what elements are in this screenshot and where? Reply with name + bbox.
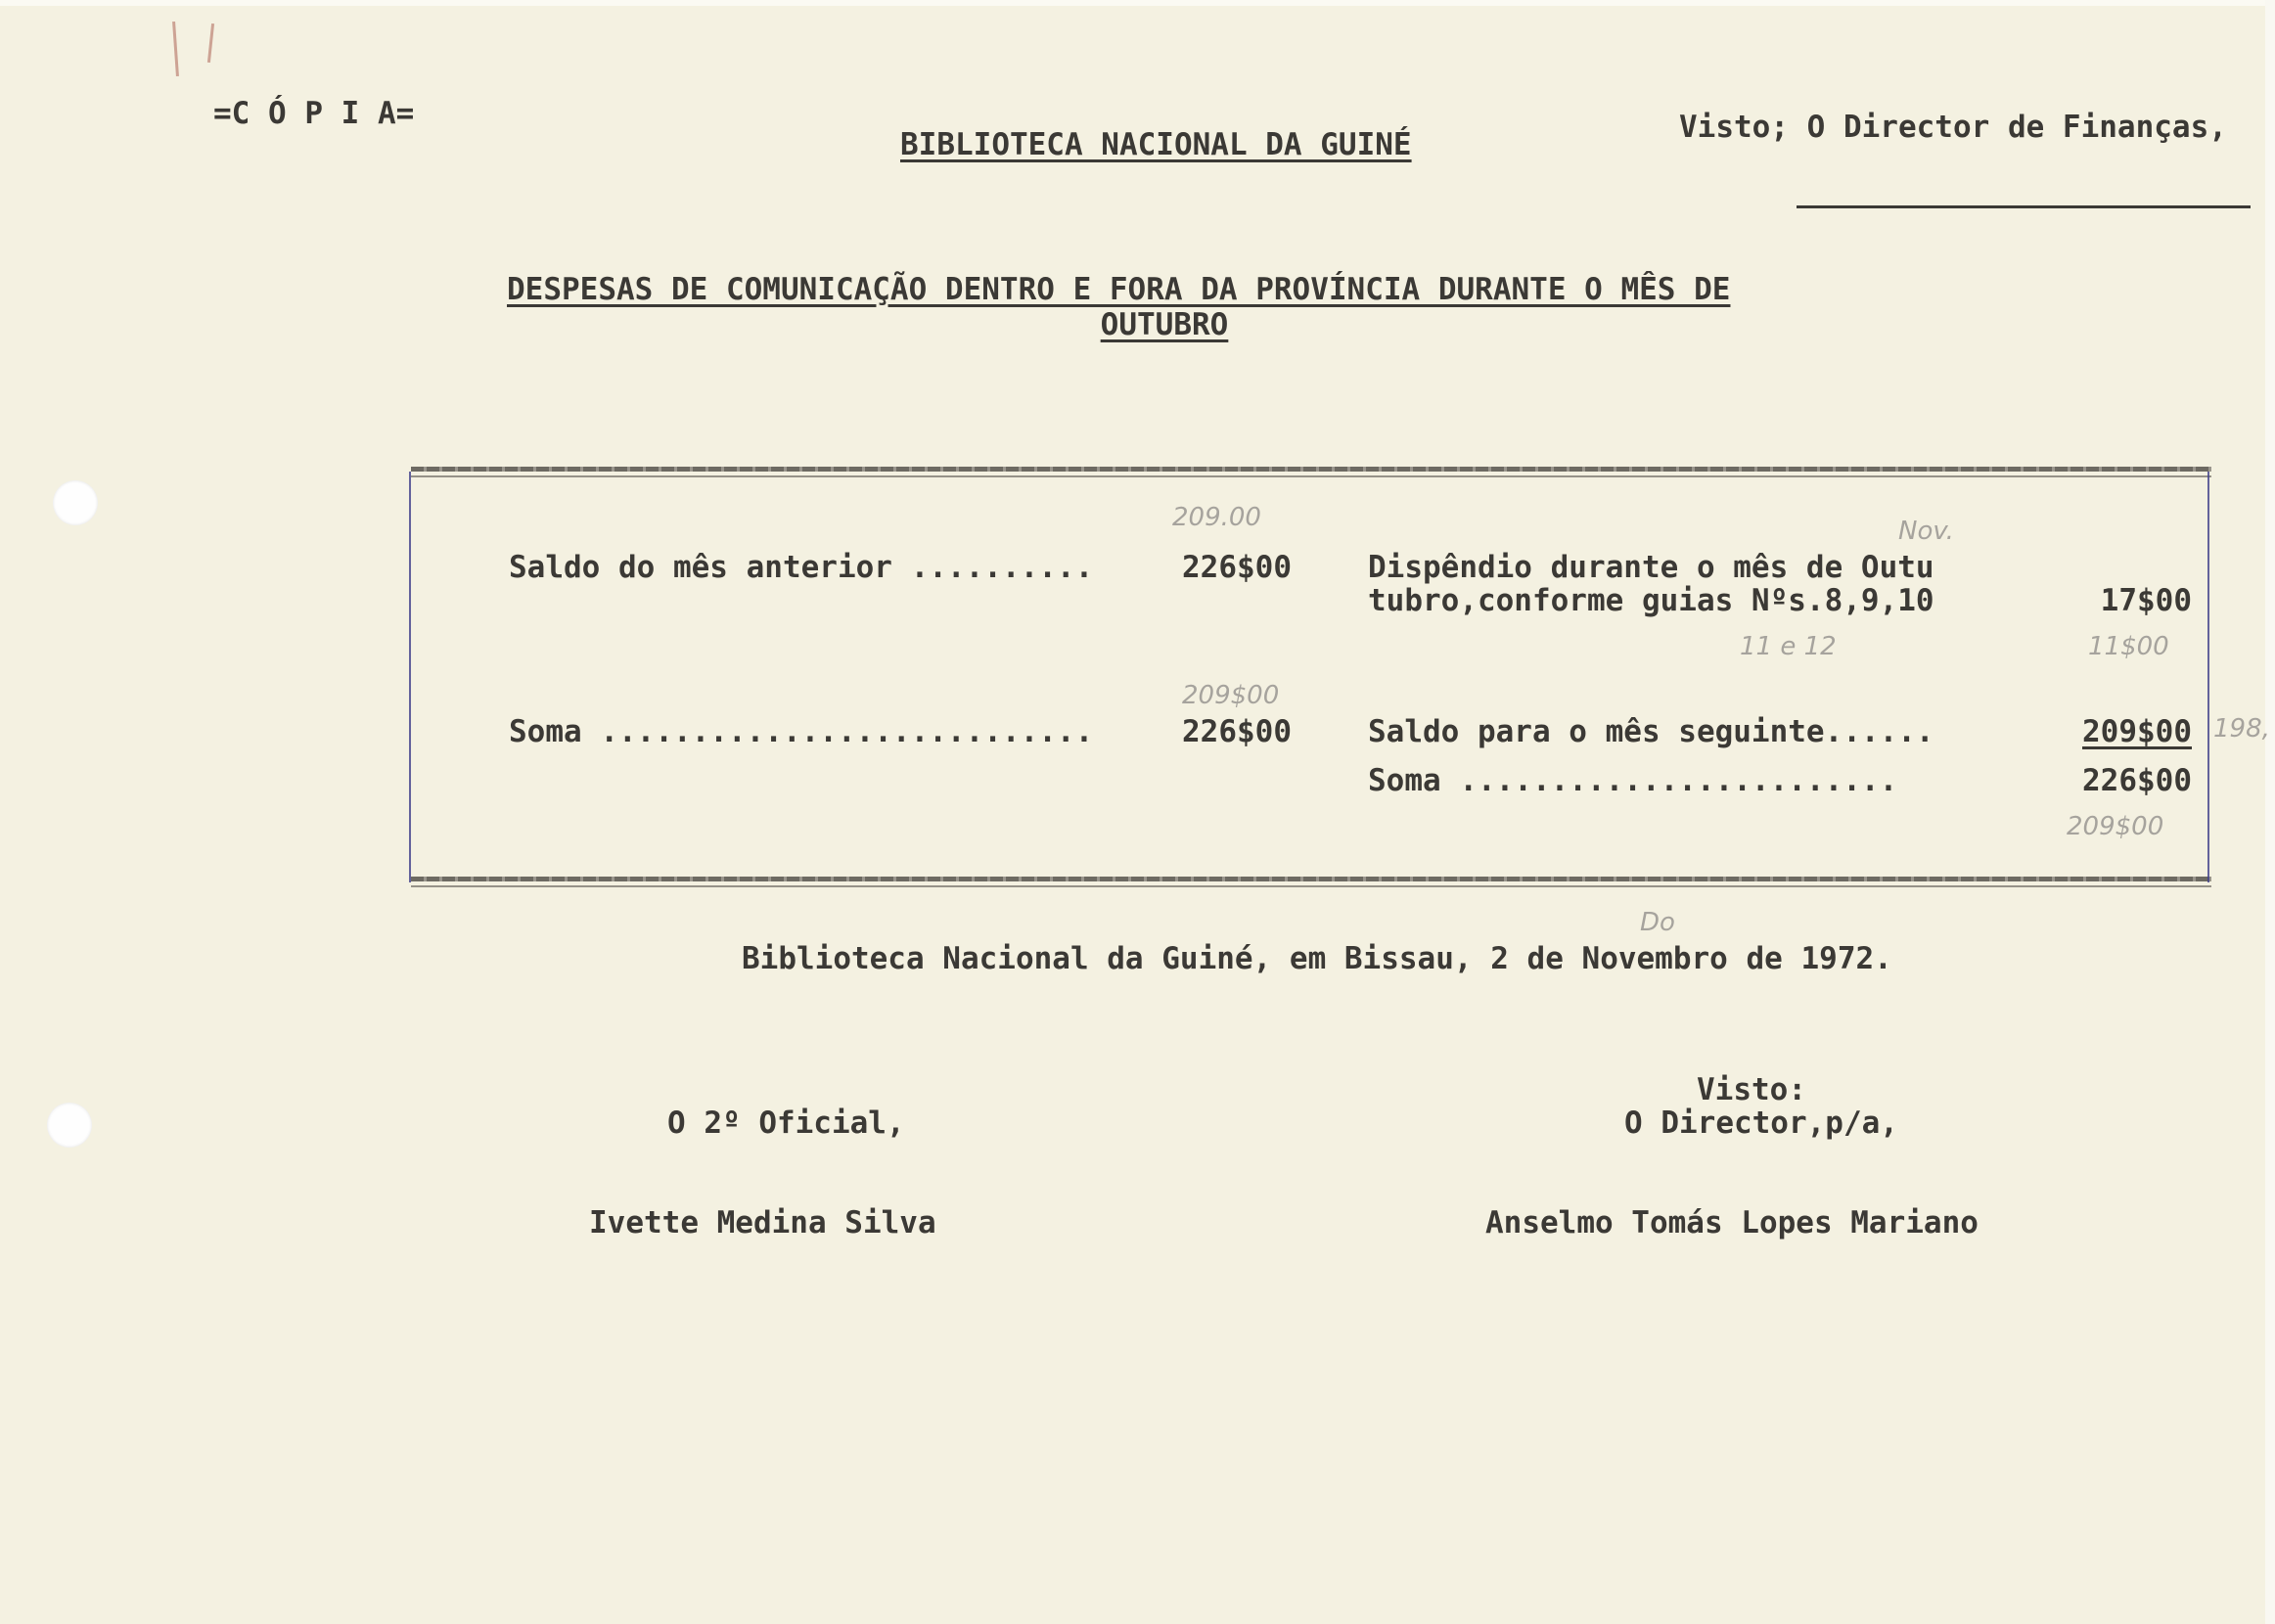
pencil-mark-2 bbox=[207, 23, 214, 63]
document-title-line2: OUTUBRO bbox=[1100, 307, 1229, 342]
pencil-mark bbox=[172, 22, 179, 76]
institution-heading: BIBLIOTECA NACIONAL DA GUINÉ bbox=[900, 127, 1412, 162]
place-and-date: Biblioteca Nacional da Guiné, em Bissau, 2 de Novembro de 1972. bbox=[742, 941, 1892, 976]
handwritten-annotation: Nov. bbox=[1898, 517, 1954, 546]
oficial-name: Ivette Medina Silva bbox=[589, 1205, 936, 1241]
handwritten-annotation: 198, bbox=[2213, 714, 2270, 744]
oficial-role: O 2º Oficial, bbox=[667, 1105, 905, 1141]
document-title-line1: DESPESAS DE COMUNICAÇÃO DENTRO E FORA DA PROVÍNCIA DURANTE O MÊS DE bbox=[507, 272, 1731, 307]
dispendio-value: 17$00 bbox=[2100, 583, 2192, 618]
director-role: O Director,p/a, bbox=[1624, 1105, 1898, 1141]
table-right-border bbox=[2207, 472, 2209, 882]
table-bottom-rule-2 bbox=[411, 885, 2211, 887]
soma-left-value: 226$00 bbox=[1182, 714, 1292, 749]
saldo-mes-anterior-label: Saldo do mês anterior .......... bbox=[509, 550, 1094, 585]
paper-edge-right bbox=[2265, 0, 2275, 1624]
soma-left-label: Soma ........................... bbox=[509, 714, 1094, 749]
dispendio-line2: tubro,conforme guias Nºs.8,9,10 bbox=[1368, 583, 1934, 618]
table-top-rule bbox=[411, 467, 2211, 472]
director-name: Anselmo Tomás Lopes Mariano bbox=[1485, 1205, 1979, 1241]
visto-label: Visto: bbox=[1697, 1072, 1806, 1107]
signature-line bbox=[1797, 205, 2251, 208]
handwritten-annotation: Do bbox=[1640, 908, 1675, 937]
punch-hole-bottom bbox=[47, 1103, 92, 1148]
soma-right-value: 226$00 bbox=[2082, 763, 2192, 798]
handwritten-annotation: 11$00 bbox=[2088, 632, 2169, 661]
handwritten-annotation: 209$00 bbox=[1182, 681, 1280, 710]
paper-edge bbox=[0, 0, 2275, 6]
soma-right-label: Soma ........................ bbox=[1368, 763, 1898, 798]
saldo-mes-anterior-value: 226$00 bbox=[1182, 550, 1292, 585]
table-bottom-rule bbox=[411, 877, 2211, 881]
saldo-mes-seguinte-value: 209$00 bbox=[2082, 714, 2192, 749]
saldo-mes-seguinte-label: Saldo para o mês seguinte...... bbox=[1368, 714, 1934, 749]
table-left-border bbox=[409, 472, 411, 882]
handwritten-annotation: 11 e 12 bbox=[1740, 632, 1837, 661]
punch-hole-top bbox=[53, 480, 98, 525]
table-top-rule-2 bbox=[411, 475, 2211, 477]
handwritten-annotation: 209.00 bbox=[1172, 503, 1261, 532]
handwritten-annotation: 209$00 bbox=[2067, 812, 2164, 841]
copy-mark: =C Ó P I A= bbox=[213, 96, 415, 131]
dispendio-line1: Dispêndio durante o mês de Outu bbox=[1368, 550, 1934, 585]
visto-director-financas: Visto; O Director de Finanças, bbox=[1679, 110, 2227, 145]
